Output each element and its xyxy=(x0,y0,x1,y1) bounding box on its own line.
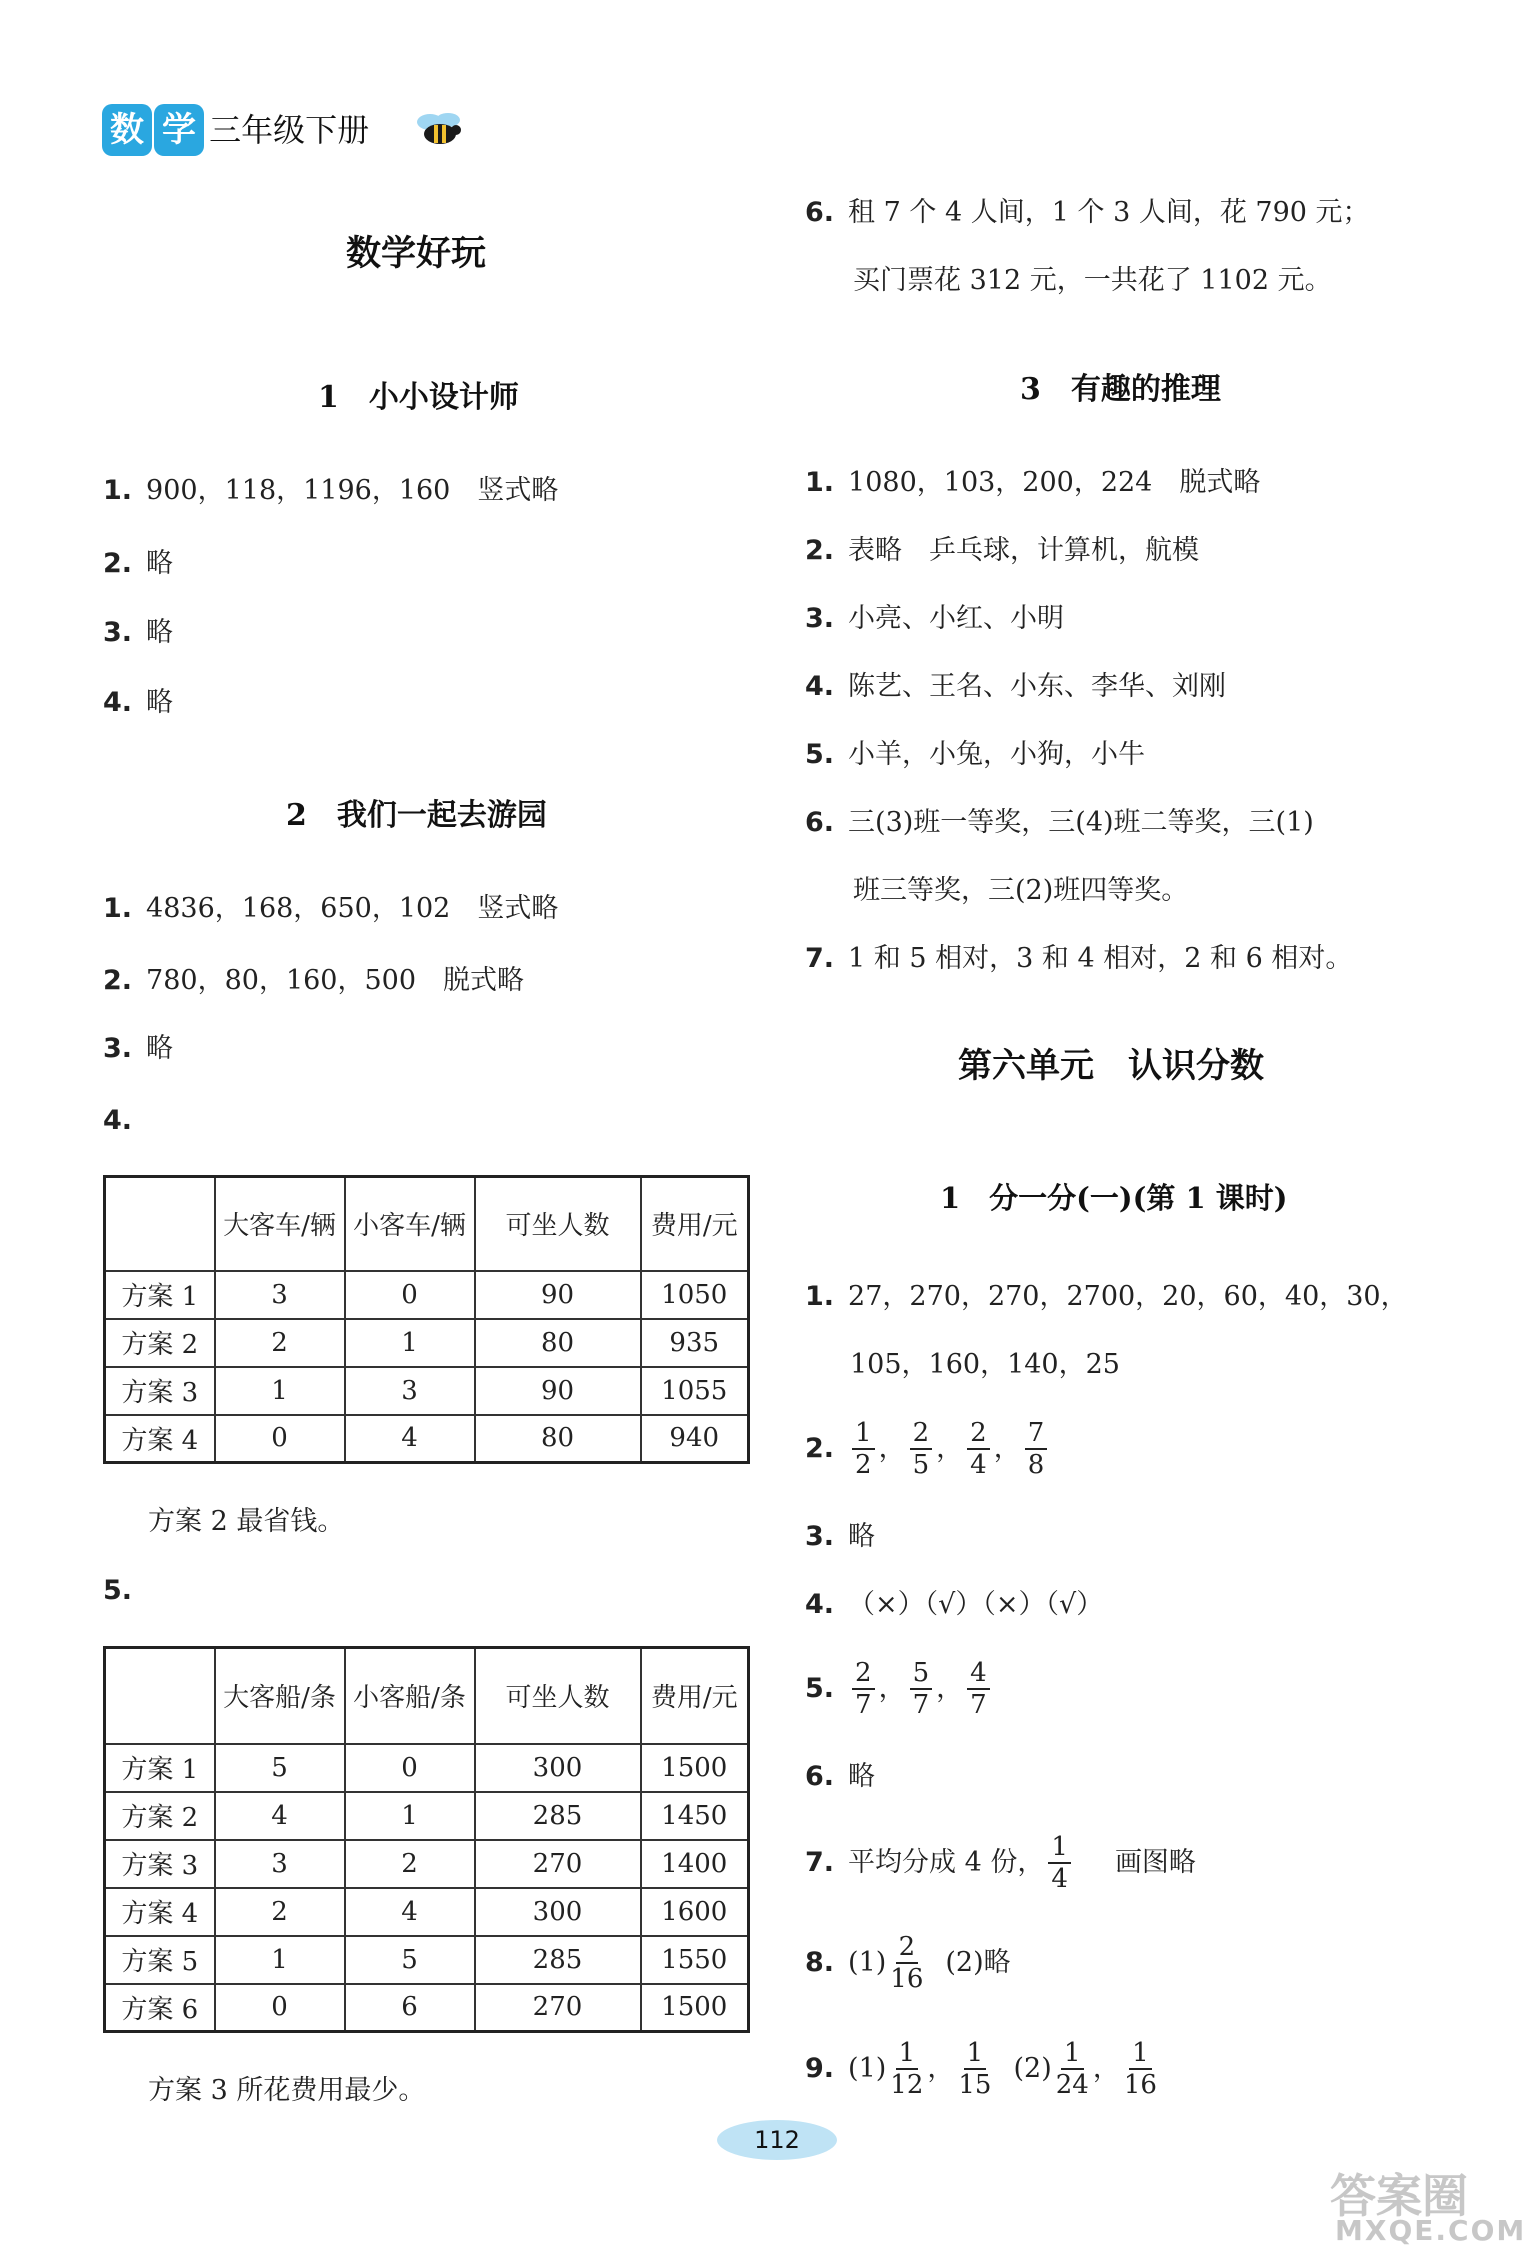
table-cell: 1550 xyxy=(641,1936,749,1984)
lesson-title: 1 分一分(一)(第 1 课时) xyxy=(940,1181,1288,1215)
answer-item: 6. 租 7 个 4 人间，1 个 3 人间，花 790 元； xyxy=(805,197,1370,228)
fraction: $\frac{1}{16}$ xyxy=(1123,2038,1157,2100)
table-cell: 方案 2 xyxy=(105,1319,215,1367)
table-cell: 0 xyxy=(345,1744,475,1792)
table-cell: 4 xyxy=(215,1792,345,1840)
answer-item: 2. 略 xyxy=(103,548,174,579)
table-cell: 4 xyxy=(345,1415,475,1463)
watermark-logo: 答案圈 xyxy=(1330,2169,1468,2223)
fraction: $\frac{2}{7}$ xyxy=(852,1658,875,1720)
answer-line-continued: 班三等奖，三(2)班四等奖。 xyxy=(853,875,1189,906)
answer-item: 3. 略 xyxy=(805,1521,876,1552)
table-cell: 2 xyxy=(215,1319,345,1367)
answer-item: 3. 小亮、小红、小明 xyxy=(805,603,1065,634)
fraction: $\frac{4}{7}$ xyxy=(967,1658,990,1720)
answer-item: 1. 4836，168，650，102 竖式略 xyxy=(103,893,559,924)
table-header-cell xyxy=(105,1648,215,1744)
subject-badge-1: 数 xyxy=(102,104,152,156)
table-cell: 2 xyxy=(345,1840,475,1888)
boat-plan-table xyxy=(103,1646,750,2033)
answer-item: 6. 略 xyxy=(805,1761,876,1792)
table-cell: 80 xyxy=(475,1415,641,1463)
table-row xyxy=(105,1319,749,1367)
table-cell: 0 xyxy=(215,1415,345,1463)
answer-item: 5. $\frac{2}{7}$ ， $\frac{5}{7}$ ， $\frac{4}{7}$ xyxy=(805,1658,994,1720)
bee-icon xyxy=(410,108,470,156)
table-row xyxy=(105,1888,749,1936)
answer-item: 5. xyxy=(103,1575,133,1606)
table-cell: 1600 xyxy=(641,1888,749,1936)
answer-line-continued: 105，160，140，25 xyxy=(850,1349,1120,1380)
table-cell: 0 xyxy=(345,1271,475,1319)
table-row xyxy=(105,1415,749,1463)
table-header-cell: 小客车/辆 xyxy=(345,1177,475,1271)
table-cell: 1500 xyxy=(641,1984,749,2032)
subsection-title-reasoning: 3 有趣的推理 xyxy=(1020,372,1221,407)
table-cell: 285 xyxy=(475,1792,641,1840)
table-cell: 3 xyxy=(345,1367,475,1415)
answer-item: 9. (1) $\frac{1}{12}$ ， $\frac{1}{15}$ (2) $\frac{1}{24}$ ， $\frac{1}{16}$ xyxy=(805,2038,1157,2100)
fraction: $\frac{7}{8}$ xyxy=(1025,1418,1048,1480)
table-row xyxy=(105,1840,749,1888)
table-cell: 方案 6 xyxy=(105,1984,215,2032)
table-row xyxy=(105,1792,749,1840)
answer-item: 4. 略 xyxy=(103,687,174,718)
table-header-cell: 小客船/条 xyxy=(345,1648,475,1744)
table-row xyxy=(105,1984,749,2032)
unit-title: 第六单元 认识分数 xyxy=(958,1046,1264,1086)
section-title-math-fun: 数学好玩 xyxy=(346,234,487,274)
table-cell: 1 xyxy=(215,1936,345,1984)
table-row xyxy=(105,1744,749,1792)
table-header-cell: 费用/元 xyxy=(641,1177,749,1271)
fraction: $\frac{1}{15}$ xyxy=(958,2038,992,2100)
subject-badge-2: 学 xyxy=(154,104,204,156)
table-cell: 0 xyxy=(215,1984,345,2032)
watermark-url: MXQE.COM xyxy=(1335,2214,1527,2247)
table-cell: 6 xyxy=(345,1984,475,2032)
table-cell: 300 xyxy=(475,1744,641,1792)
answer-item: 2. 表略 乒乓球，计算机，航模 xyxy=(805,535,1200,566)
table-cell: 90 xyxy=(475,1367,641,1415)
answer-item: 4. xyxy=(103,1105,133,1136)
table-cell: 2 xyxy=(215,1888,345,1936)
note-q4: 方案 2 最省钱。 xyxy=(148,1506,345,1537)
table-row xyxy=(105,1367,749,1415)
table-cell: 80 xyxy=(475,1319,641,1367)
bus-plan-table xyxy=(103,1175,750,1464)
answer-item: 2. 780，80，160，500 脱式略 xyxy=(103,965,525,996)
answer-item: 3. 略 xyxy=(103,617,174,648)
table-row xyxy=(105,1936,749,1984)
table-cell: 5 xyxy=(215,1744,345,1792)
table-cell: 1500 xyxy=(641,1744,749,1792)
grade-label: 三年级下册 xyxy=(209,111,370,149)
table-cell: 3 xyxy=(215,1271,345,1319)
answer-item: 1. 900，118，1196，160 竖式略 xyxy=(103,475,559,506)
fraction: $\frac{1}{24}$ xyxy=(1055,2038,1089,2100)
answer-item: 1. 27，270，270，2700，20，60，40，30， xyxy=(805,1281,1408,1312)
answer-item: 4. 陈艺、王名、小东、李华、刘刚 xyxy=(805,671,1227,702)
table-cell: 940 xyxy=(641,1415,749,1463)
table-header-cell: 大客船/条 xyxy=(215,1648,345,1744)
table-cell: 1 xyxy=(215,1367,345,1415)
table-header-cell: 可坐人数 xyxy=(475,1177,641,1271)
table-header-cell: 可坐人数 xyxy=(475,1648,641,1744)
table-cell: 1050 xyxy=(641,1271,749,1319)
table-cell: 285 xyxy=(475,1936,641,1984)
subsection-title-designer: 1 小小设计师 xyxy=(318,380,519,415)
fraction: $\frac{5}{7}$ xyxy=(910,1658,933,1720)
table-cell: 270 xyxy=(475,1984,641,2032)
answer-item: 8. (1) $\frac{2}{16}$ (2)略 xyxy=(805,1932,1011,1994)
fraction: $\frac{2}{4}$ xyxy=(967,1418,990,1480)
table-cell: 1055 xyxy=(641,1367,749,1415)
table-cell: 935 xyxy=(641,1319,749,1367)
fraction: $\frac{2}{5}$ xyxy=(910,1418,933,1480)
table-cell: 4 xyxy=(345,1888,475,1936)
table-header-cell xyxy=(105,1177,215,1271)
answer-item: 2. $\frac{1}{2}$ ， $\frac{2}{5}$ ， $\frac{2}{4}$ ， $\frac{7}{8}$ xyxy=(805,1418,1051,1480)
table-cell: 1 xyxy=(345,1792,475,1840)
table-header-cell: 大客车/辆 xyxy=(215,1177,345,1271)
answer-item: 3. 略 xyxy=(103,1033,174,1064)
table-cell: 方案 4 xyxy=(105,1415,215,1463)
table-row xyxy=(105,1271,749,1319)
answer-item: 4. （×）（√）（×）（√） xyxy=(805,1589,1104,1620)
fraction: $\frac{2}{16}$ xyxy=(890,1932,924,1994)
table-header-cell: 费用/元 xyxy=(641,1648,749,1744)
answer-item: 5. 小羊，小兔，小狗，小牛 xyxy=(805,739,1146,770)
fraction: $\frac{1}{12}$ xyxy=(890,2038,924,2100)
table-cell: 方案 3 xyxy=(105,1840,215,1888)
table-cell: 270 xyxy=(475,1840,641,1888)
table-cell: 300 xyxy=(475,1888,641,1936)
table-cell: 方案 5 xyxy=(105,1936,215,1984)
table-cell: 方案 4 xyxy=(105,1888,215,1936)
page-number: 112 xyxy=(717,2120,837,2160)
answer-item: 6. 三(3)班一等奖，三(4)班二等奖，三(1) xyxy=(805,807,1314,838)
table-cell: 3 xyxy=(215,1840,345,1888)
note-q5: 方案 3 所花费用最少。 xyxy=(148,2075,426,2106)
answer-item: 7. 平均分成 4 份， $\frac{1}{4}$ 画图略 xyxy=(805,1832,1196,1894)
table-cell: 90 xyxy=(475,1271,641,1319)
table-cell: 方案 3 xyxy=(105,1367,215,1415)
answer-item: 1. 1080，103，200，224 脱式略 xyxy=(805,467,1261,498)
table-cell: 5 xyxy=(345,1936,475,1984)
subsection-title-park: 2 我们一起去游园 xyxy=(286,798,547,833)
table-cell: 1450 xyxy=(641,1792,749,1840)
answer-item: 7. 1 和 5 相对，3 和 4 相对，2 和 6 相对。 xyxy=(805,943,1353,974)
fraction: $\frac{1}{2}$ xyxy=(852,1418,875,1480)
table-cell: 方案 1 xyxy=(105,1744,215,1792)
table-cell: 1400 xyxy=(641,1840,749,1888)
header-logo xyxy=(102,104,369,156)
fraction: $\frac{1}{4}$ xyxy=(1048,1832,1071,1894)
table-cell: 方案 1 xyxy=(105,1271,215,1319)
table-cell: 1 xyxy=(345,1319,475,1367)
table-cell: 方案 2 xyxy=(105,1792,215,1840)
answer-line-continued: 买门票花 312 元，一共花了 1102 元。 xyxy=(853,265,1332,296)
